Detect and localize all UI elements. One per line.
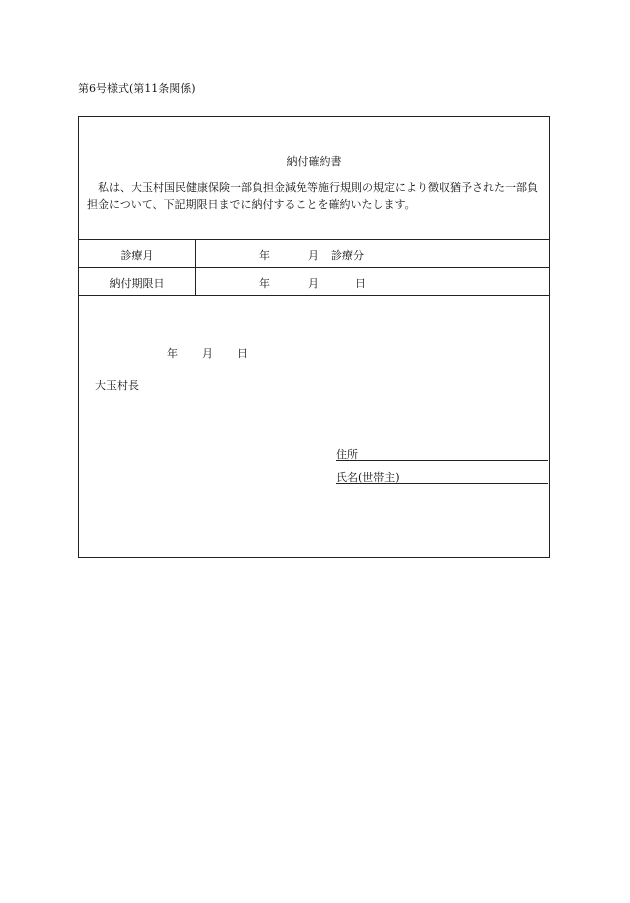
payment-deadline-month: 月 bbox=[308, 277, 319, 290]
table-top-border bbox=[79, 239, 549, 240]
table-bottom-border bbox=[79, 295, 549, 296]
document-title: 納付確約書 bbox=[286, 155, 342, 168]
consultation-month-label: 診療月 bbox=[120, 249, 154, 262]
date-year: 年 bbox=[167, 347, 178, 360]
address-field[interactable] bbox=[336, 446, 548, 461]
payment-deadline-day: 日 bbox=[355, 277, 366, 290]
date-day: 日 bbox=[237, 347, 248, 360]
consultation-month-suffix: 診療分 bbox=[331, 249, 364, 262]
consultation-month-year: 年 bbox=[259, 249, 270, 262]
name-label: 氏名(世帯主) bbox=[336, 471, 400, 484]
confirmation-form bbox=[78, 116, 550, 558]
consultation-month-month: 月 bbox=[308, 249, 319, 262]
payment-deadline-label: 納付期限日 bbox=[109, 277, 165, 290]
name-field[interactable] bbox=[336, 469, 548, 484]
form-number: 第6号様式(第11条関係) bbox=[78, 82, 196, 95]
date-month: 月 bbox=[202, 347, 213, 360]
addressee: 大玉村長 bbox=[95, 379, 139, 392]
table-row-divider bbox=[79, 267, 549, 268]
body-text: 私は、大玉村国民健康保険一部負担金減免等施行規則の規定により徴収猶予された一部負担金について、下記期限日までに納付することを確約いたします。 bbox=[87, 181, 538, 211]
address-label: 住所 bbox=[336, 448, 358, 461]
payment-deadline-year: 年 bbox=[259, 277, 270, 290]
table-column-divider bbox=[195, 239, 196, 295]
